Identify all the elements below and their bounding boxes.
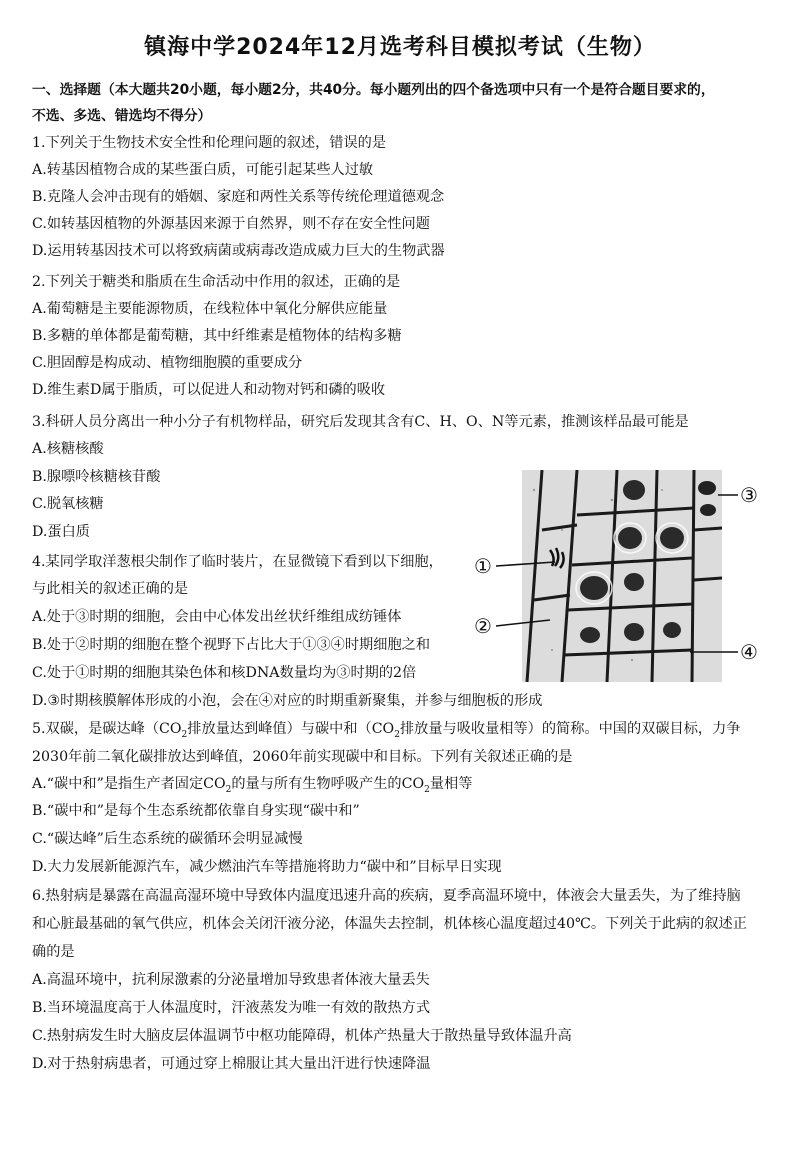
q2-stem: 2.下列关于糖类和脂质在生命活动中作用的叙述，正确的是 <box>32 274 401 290</box>
q6-option-d: D.对于热射病患者，可通过穿上棉服让其大量出汗进行快速降温 <box>32 1056 431 1072</box>
q6-option-b: B.当环境温度高于人体温度时，汗液蒸发为唯一有效的散热方式 <box>32 1000 431 1016</box>
q6-option-c: C.热射病发生时大脑皮层体温调节中枢功能障碍，机体产热量大于散热量导致体温升高 <box>32 1028 572 1044</box>
q5-option-b: B.“碳中和”是每个生态系统都依靠自身实现“碳中和” <box>32 803 360 819</box>
q4-option-d: D.③时期核膜解体形成的小泡，会在④对应的时期重新聚集，并参与细胞板的形成 <box>32 693 543 709</box>
q3-option-d: D.蛋白质 <box>32 524 90 540</box>
q1-option-b: B.克隆人会冲击现有的婚姻、家庭和两性关系等传统伦理道德观念 <box>32 189 445 205</box>
q4-stem-line2: 与此相关的叙述正确的是 <box>32 581 189 597</box>
q3-option-c: C.脱氧核糖 <box>32 496 104 512</box>
q5-stem-part3: 排放量与吸收量相等）的简称。中国的双碳目标，力争 <box>399 721 741 737</box>
q5-option-a <box>32 774 472 800</box>
q3-option-b: B.腺嘌呤核糖核苷酸 <box>32 469 161 485</box>
q4-stem-line1: 4.某同学取洋葱根尖制作了临时装片，在显微镜下看到以下细胞， <box>32 554 443 570</box>
section-instructions-line1: 一、选择题（本大题共20小题，每小题2分，共40分。每小题列出的四个备选项中只有一个是符合题目要求的， <box>32 82 715 98</box>
q4-option-c: C.处于①时期的细胞其染色体和核DNA数量均为③时期的2倍 <box>32 665 417 681</box>
q6-option-a: A.高温环境中，抗利尿激素的分泌量增加导致患者体液大量丢失 <box>32 972 430 988</box>
q6-stem-line2: 和心脏最基础的氧气供应，机体会关闭汗液分泌，体温失去控制，机体核心温度超过40℃。下列关于此病的叙述正 <box>32 916 747 932</box>
q5-option-a-part3: 量相等 <box>429 776 473 792</box>
q5-option-d: D.大力发展新能源汽车，减少燃油汽车等措施将助力“碳中和”目标早日实现 <box>32 859 502 875</box>
subscript-2: 2 <box>424 784 430 795</box>
q5-option-a-part2: 的量与所有生物呼吸产生的CO <box>231 776 425 792</box>
exam-title: 镇海中学2024年12月选考科目模拟考试（生物） <box>144 35 656 60</box>
label-3: ③ <box>740 483 758 507</box>
q2-option-c: C.胆固醇是构成动、植物细胞膜的重要成分 <box>32 355 303 371</box>
q5-option-c: C.“碳达峰”后生态系统的碳循环会明显减慢 <box>32 831 303 847</box>
q1-option-d: D.运用转基因技术可以将致病菌或病毒改造成威力巨大的生物武器 <box>32 243 445 259</box>
q1-option-c: C.如转基因植物的外源基因来源于自然界，则不存在安全性问题 <box>32 216 430 232</box>
q1-option-a: A.转基因植物合成的某些蛋白质，可能引起某些人过敏 <box>32 162 374 178</box>
q3-stem: 3.科研人员分离出一种小分子有机物样品，研究后发现其含有C、H、O、N等元素，推测该样品最可能是 <box>32 414 689 430</box>
q1-stem: 1.下列关于生物技术安全性和伦理问题的叙述，错误的是 <box>32 135 387 151</box>
label-4: ④ <box>740 640 758 664</box>
section-instructions-line2: 不选、多选、错选均不得分） <box>32 108 212 124</box>
q6-stem-line1: 6.热射病是暴露在高温高湿环境中导致体内温度迅速升高的疾病，夏季高温环境中，体液会大量丢失，为了维持脑 <box>32 888 741 904</box>
label-leader-lines <box>470 470 775 682</box>
q2-option-d: D.维生素D属于脂质，可以促进人和动物对钙和磷的吸收 <box>32 382 386 398</box>
q4-option-a: A.处于③时期的细胞，会由中心体发出丝状纤维组成纺锤体 <box>32 609 402 625</box>
subscript-2: 2 <box>394 729 400 740</box>
q4-option-b: B.处于②时期的细胞在整个视野下占比大于①③④时期细胞之和 <box>32 637 431 653</box>
label-2: ② <box>474 614 492 638</box>
q5-stem-part2: 排放量达到峰值）与碳中和（CO <box>187 721 395 737</box>
q5-option-a-part1: A.“碳中和”是指生产者固定CO <box>32 776 226 792</box>
q5-stem-line2: 2030年前二氧化碳排放达到峰值，2060年前实现碳中和目标。下列有关叙述正确的是 <box>32 749 573 765</box>
subscript-2: 2 <box>225 784 232 795</box>
q2-option-b: B.多糖的单体都是葡萄糖，其中纤维素是植物体的结构多糖 <box>32 328 402 344</box>
q6-stem-line3: 确的是 <box>32 944 75 960</box>
q5-stem-line1 <box>32 719 740 745</box>
q2-option-a: A.葡萄糖是主要能源物质，在线粒体中氧化分解供应能量 <box>32 301 388 317</box>
subscript-2: 2 <box>181 729 188 740</box>
label-1: ① <box>474 554 492 578</box>
q5-stem-part1: 5.双碳，是碳达峰（CO <box>32 721 182 737</box>
q3-option-a: A.核糖核酸 <box>32 441 104 457</box>
onion-root-tip-micrograph <box>470 470 775 682</box>
